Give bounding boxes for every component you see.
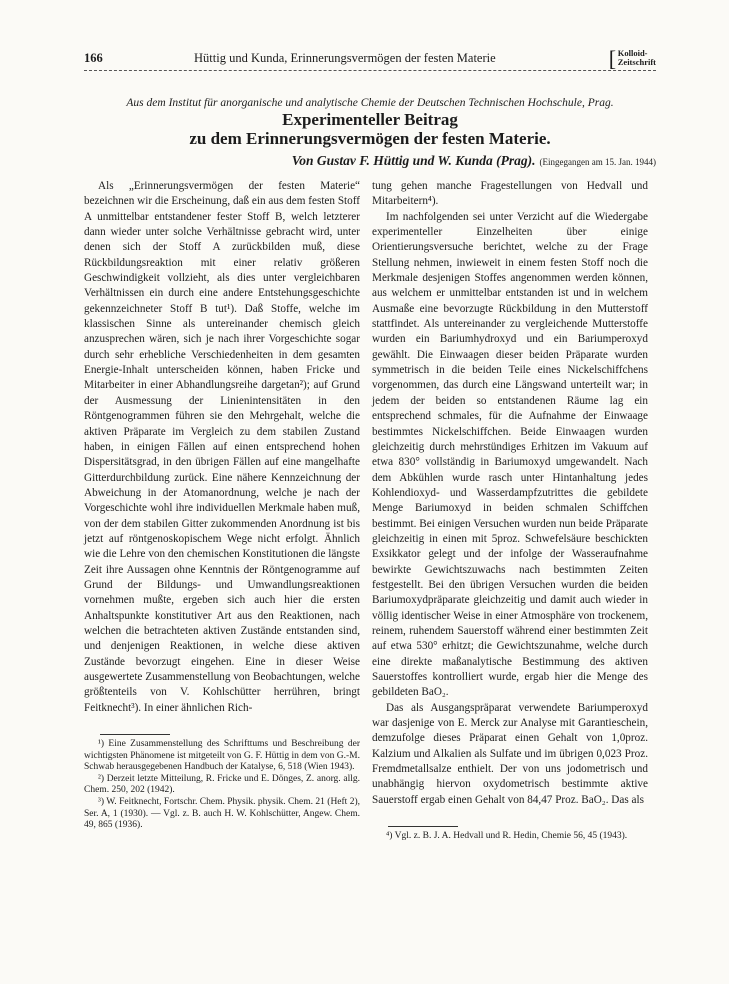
body-paragraph: Als „Erinnerungsvermögen der festen Materie“ bezeichnen wir die Erscheinung, daß ein aus dem festen Stoff A unmittelbar entstandener fester Stoff B, welch letzterer dann wieder unter solche Verhältnisse gebracht wird, unter denen sich der Stoff A zurückbilden muß, diese Rückbildungsreaktion mit einer relativ größeren Geschwindigkeit vollzieht, als dies unter vergleichbaren Verhältnissen ein durch eine andere Entstehungsgeschichte gekennzeichneter Stoff B tut¹). Daß Stoffe, welche im klassischen Sinne als untereinander chemisch gleich anzusprechen wären, sich je nach ihrer Vorgeschichte sogar durch sehr erhebliche Verschiedenheiten in dem gesamten Energie-Inhalt unterscheiden können, haben Fricke und Mitarbeiter in einer Abhandlungsreihe dargetan²); auf Grund der Ausmessung der Linienintensitäten in den Röntgenogrammen führen sie den Mehrgehalt, welche die aktiven Präparate im Vergleich zu dem stabilen Zustand haben, in einigen Fällen auf einen entsprechend hohen Dispersitätsgrad, in den übrigen Fällen auf eine mangelhafte Gitterdurchbildung zurück. Eine nähere Kennzeichnung der Abweichung in der Atomanordnung, welche je nach der Vorgeschichte wohl ihre individuellen Merkmale haben muß, von der dem stabilen Gitter zukommenden Anordnung ist bis jetzt auf röntgenoskopischem Wege nicht erfolgt. Ähnlich wie die Lehre von den chemischen Konstitutionen die längste Zeit ihre Aussagen ohne Kenntnis der Röntgenogramme auf Grund der Bildungs- und Umwandlungsreaktionen vornehmen mußte, ergeben sich auch hier die ersten Anhaltspunkte konstitutiver Art aus den Reaktionen, nach welchen die betrachteten aktiven Zustände entstanden sind, und denjenigen Reaktionen, in welche diese aktiven Zustände bevorzugt eingehen. Eine in dieser Weise ausgewertete Zusammenstellung von Beobachtungen, welche größtenteils von V. Kohlschütter herrühren, bringt Feitknecht³). In einer ähnlichen Rich- xyxy=(84,180,360,714)
article-title-line1: Experimenteller Beitrag xyxy=(282,110,458,129)
page-number: 166 xyxy=(84,51,103,65)
received-date: (Eingegangen am 15. Jan. 1944) xyxy=(539,157,656,167)
body-paragraph: Das als Ausgangspräparat verwendete Bariumperoxyd war dasjenige von E. Merck zur Analyse mit Garantieschein, demzufolge dieses Präparat einen Gehalt von 1,0proz. Kalzium und Alkalien als Sulfate und im übrigen 0,023 Proz. Fremdmetallsalze enthielt. Der von uns jodometrisch und unabhängig hiervon oxydometrisch bestimmte aktive Sauerstoff ergab einen Gehalt von 84,47 Proz. BaO₂. Das als xyxy=(372,701,648,806)
article-title-line2: zu dem Erinnerungsvermögen der festen Materie. xyxy=(189,129,551,148)
running-title: Hüttig und Kunda, Erinnerungsvermögen der festen Materie xyxy=(194,51,496,65)
header-divider xyxy=(84,70,656,71)
body-paragraph: tung gehen manche Fragestellungen von Hedvall und Mitarbeitern⁴). xyxy=(372,180,648,208)
footnote-divider xyxy=(100,734,170,735)
author-line xyxy=(84,152,656,170)
journal-name-line1: Kolloid- xyxy=(617,48,648,58)
article-title xyxy=(84,110,656,148)
left-column xyxy=(84,179,360,832)
footnote-1: ¹) Eine Zusammenstellung des Schrifttums und Beschreibung der wichtigsten Phänomene ist mitgeteilt von G. F. Hüttig in dem von G.-M. Schwab herausgegebenen Handbuch der Katalyse, 6, 518 (Wien 1943). xyxy=(84,739,360,773)
body-paragraph: Im nachfolgenden sei unter Verzicht auf die Wiedergabe experimenteller Einzelheiten über einige Orientierungsversuche berichtet, welche zu der Frage Stellung nehmen, inwieweit in einem festen Stoff noch die Merkmale desjenigen Stoffes angenommen werden können, aus welchem er unmittelbar entstanden ist und in welchem Ausmaße eine bevorzugte Rückbildung in den Mutterstoff stattfindet. Als untereinander zu vergleichende Mutterstoffe wurden ein Bariumhydroxyd und ein Bariumperoxyd gewählt. Die Einwaagen dieser beiden Präparate wurden symmetrisch in die beiden Teile eines Nickelschiffchens vorgenommen, das durch eine Längswand unterteilt war; in jedem der beiden so entstandenen Räume lag ein entsprechend schmales, für die Aufnahme der Einwaage bestimmtes Nickelschiffchen. Beide Einwaagen wurden gleichzeitig durch mehrstündiges Erhitzen im Vakuum auf etwa 830° vollständig in Bariumoxyd umgewandelt. Nach dem Abkühlen wurde rasch unter Hintanhaltung jedes Kohlendioxyd- und Wasserdampfzutrittes die gebildete Menge Bariumoxyd in beiden schmalen Schiffchen bestimmt. Bei einigen Versuchen wurden nun beide Präparate gleichzeitig in einen mit 5proz. Schwefelsäure beschickten Exsikkator gelegt und der infolge der Wasseraufnahme bewirkte Gewichtszuwachs nach bestimmten Zeiten festgestellt. Bei den übrigen Versuchen wurden die beiden Bariumoxydpräparate gleichzeitig und damit auch wieder in völlig identischer Weise in einer Atmosphäre von trockenem, reinem, ruhendem Sauerstoff während einer bestimmten Zeit auf etwa 530° erhitzt; die Gewichtszunahme, welche durch eine direkte maßanalytische Bestimmung des aktiven Sauerstoffes kontrolliert wurde, ergab hier die Menge des gebildeten BaO₂. xyxy=(372,210,648,699)
institute-line: Aus dem Institut für anorganische und analytische Chemie der Deutschen Technischen Hochschule, Prag. xyxy=(126,97,614,109)
journal-name xyxy=(608,46,656,71)
author-names: Von Gustav F. Hüttig und W. Kunda (Prag). xyxy=(291,153,536,168)
footnote-2: ²) Derzeit letzte Mitteilung, R. Fricke und E. Dönges, Z. anorg. allg. Chem. 250, 202 (1942). xyxy=(84,773,360,796)
footnote-3: ³) W. Feitknecht, Fortschr. Chem. Physik. physik. Chem. 21 (Heft 2), Ser. A, 1 (1930). — Vgl. z. B. auch H. W. Kohlschütter, Angew. Chem. 49, 865 (1936). xyxy=(84,797,360,831)
bracket-glyph-icon: [ xyxy=(608,46,617,71)
footnote-divider xyxy=(388,826,458,827)
journal-name-line2: Zeitschrift xyxy=(617,57,656,67)
right-column xyxy=(372,179,648,843)
footnote-4: ⁴) Vgl. z. B. J. A. Hedvall und R. Hedin, Chemie 56, 45 (1943). xyxy=(386,831,628,842)
